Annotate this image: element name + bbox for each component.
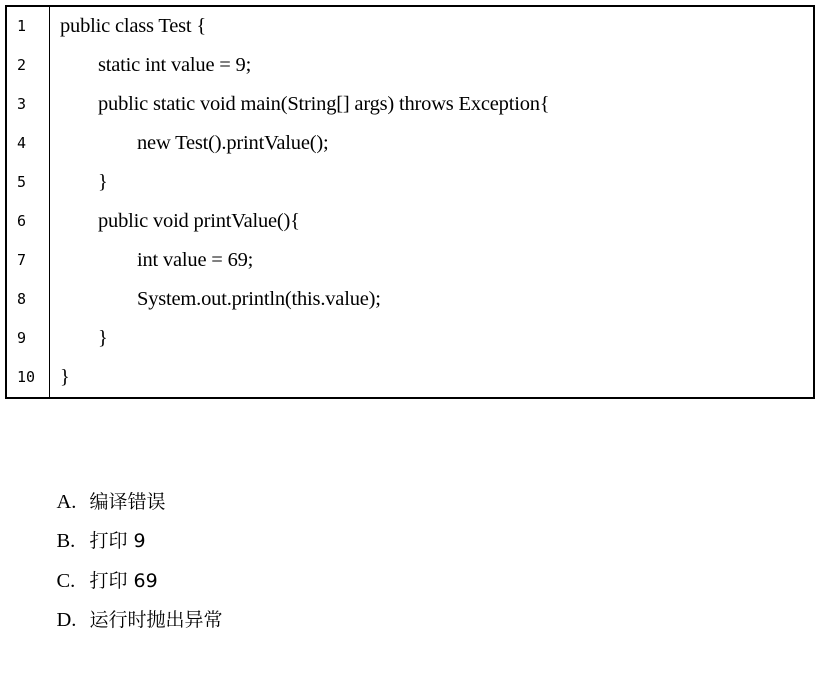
answer-options — [36, 443, 223, 631]
code-line-9 — [7, 319, 813, 358]
code-text: int value = 69; — [137, 249, 254, 271]
line-number: 3 — [17, 95, 27, 113]
line-number: 8 — [17, 290, 27, 308]
code-listing-table — [5, 5, 815, 399]
code-line-8 — [7, 280, 813, 319]
code-line-5 — [7, 163, 813, 202]
code-line-10 — [7, 358, 813, 397]
code-text: } — [98, 327, 108, 349]
code-text: System.out.println(this.value); — [137, 288, 381, 310]
code-text: public static void main(String[] args) throws Exception{ — [98, 93, 550, 115]
code-line-2 — [7, 46, 813, 85]
code-text: public void printValue(){ — [98, 210, 300, 232]
option-text: 运行时抛出异常 — [89, 609, 223, 631]
option-letter: D. — [56, 609, 77, 631]
code-line-7 — [7, 241, 813, 280]
option-text: 编译错误 — [89, 490, 166, 513]
option-letter: C. — [56, 569, 76, 592]
code-line-1 — [7, 7, 813, 46]
line-number: 1 — [17, 17, 27, 35]
line-number: 9 — [17, 329, 27, 347]
code-text: } — [98, 171, 108, 193]
option-text: 打印 69 — [89, 569, 158, 592]
code-text: public class Test { — [60, 15, 206, 37]
line-number: 7 — [17, 251, 27, 269]
line-number: 6 — [17, 212, 27, 230]
option-letter: B. — [56, 530, 76, 552]
option-text: 打印 9 — [89, 530, 146, 552]
line-number: 2 — [17, 56, 27, 74]
option-a — [36, 443, 223, 513]
code-line-3 — [7, 85, 813, 124]
line-number: 10 — [17, 368, 36, 386]
line-number: 5 — [17, 173, 27, 191]
line-number: 4 — [17, 134, 27, 152]
code-text: new Test().printValue(); — [137, 132, 329, 154]
code-line-6 — [7, 202, 813, 241]
code-line-4 — [7, 124, 813, 163]
code-text: } — [60, 366, 70, 388]
code-text: static int value = 9; — [98, 54, 252, 76]
option-letter: A. — [56, 490, 77, 513]
